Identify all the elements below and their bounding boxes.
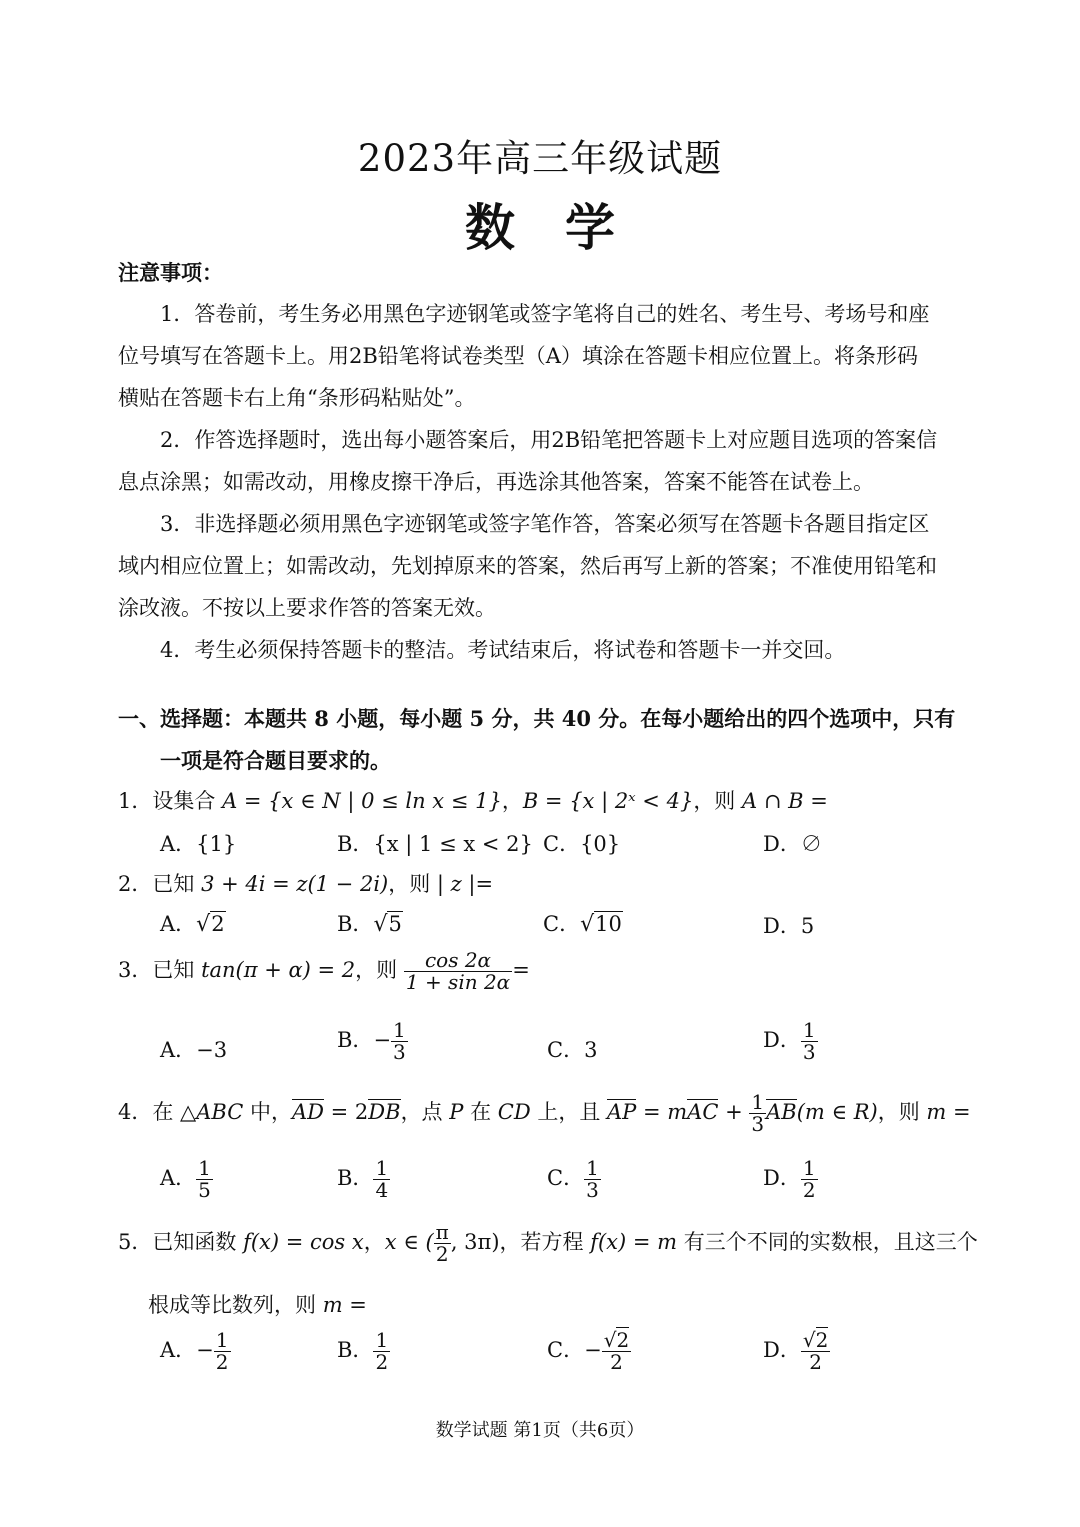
option-d: D．∅ [763,832,822,856]
option-d [763,1158,818,1201]
sqrt-sign: √ [196,912,211,937]
option-value: 5 [800,914,815,938]
fraction-denominator: 2 [802,1178,816,1202]
radicand: 2 [815,1328,829,1352]
option-label: B． [337,1166,374,1190]
option-value: 5 [388,912,402,936]
option-value: 3 [584,1038,598,1062]
sqrt-expression [580,912,623,937]
math-expression: | z |= [436,872,494,896]
sqrt-sign: √ [603,1328,617,1352]
math-expression: B = {x | 2ˣ < 4} [522,789,694,813]
option-a [160,908,226,938]
fraction [602,1330,631,1373]
question-text: 上，且 [530,1100,608,1124]
option-label: B． [337,1028,374,1052]
option-c [547,1158,601,1201]
sqrt-sign: √ [580,912,595,937]
fraction-numerator [602,1330,631,1352]
vector: AC [687,1100,719,1124]
math-expression: = 2 [323,1100,369,1124]
fraction-denominator: 2 [375,1350,389,1374]
option-b [337,1158,390,1201]
question-text: ，则 [388,872,437,896]
question-text: ， [363,1230,385,1254]
vector: AP [607,1100,637,1124]
notice-line: 3．非选择题必须用黑色字迹钢笔或签字笔作答，答案必须写在答题卡各题目指定区 [160,512,930,536]
section-heading: 一、选择题：本题共 8 小题，每小题 5 分，共 40 分。在每小题给出的四个选项中，只有 [118,706,956,731]
option-c: C．{0} [543,832,621,856]
option-c [547,1034,597,1064]
fraction-numerator: 1 [393,1018,406,1042]
notice-line: 域内相应位置上；如需改动，先划掉原来的答案，然后再写上新的答案；不准使用铅笔和 [118,554,937,578]
notice-line: 息点涂黑；如需改动，用橡皮擦干净后，再选涂其他答案，答案不能答在试卷上。 [118,470,874,494]
math-expression: , 3π) [450,1230,500,1254]
question-3 [118,950,530,993]
option-label: B． [337,1338,374,1362]
plus-sign: + [718,1100,750,1124]
fraction-denominator: 4 [375,1178,389,1202]
question-text: 中， [243,1100,292,1124]
vector: AD [291,1100,324,1124]
question-text: 已知 [152,958,202,982]
option-d [763,1330,830,1373]
fraction [801,1158,818,1201]
math-expression: = m [636,1100,688,1124]
exam-title: 2023年高三年级试题 [357,137,723,180]
fraction-denominator: 3 [586,1178,599,1202]
option-label: D． [763,1166,801,1190]
option-c [543,908,623,938]
math-expression: m = [926,1100,971,1124]
notice-line: 1．答卷前，考生务必用黑色字迹钢笔或签字笔将自己的姓名、考生号、考场号和座 [160,302,930,326]
fraction [434,1222,451,1265]
option-a [160,1330,231,1373]
question-number: 2． [118,872,153,896]
question-text: 已知 [152,872,202,896]
option-value: −3 [196,1038,228,1062]
sqrt-sign: √ [373,912,388,937]
math-expression: CD [497,1100,531,1124]
question-text: ， [501,789,523,813]
question-number: 4． [118,1100,153,1124]
fraction-denominator: 2 [809,1350,822,1374]
option-d [763,1020,818,1063]
option-label: C． [543,912,581,936]
question-number: 5． [118,1230,153,1254]
fraction-denominator: 2 [215,1350,229,1374]
question-text: 已知函数 [152,1230,244,1254]
page-footer: 数学试题 第1页（共6页） [435,1420,645,1441]
question-1 [118,785,828,815]
option-a [160,1034,227,1064]
option-d [763,910,814,940]
question-number: 3． [118,958,153,982]
question-text: 在 △ [152,1100,197,1124]
subject-title: 数 学 [465,198,615,257]
fraction [196,1158,213,1201]
question-text: 根成等比数列，则 [148,1293,323,1317]
math-expression: f(x) = m [590,1230,678,1254]
fraction-denominator: 1 + sin 2α [405,970,511,994]
fraction-numerator: 1 [375,1156,389,1180]
fraction [584,1158,601,1201]
fraction-numerator [801,1330,830,1352]
option-a: A．{1} [160,832,237,856]
fraction [373,1330,390,1373]
option-a [160,1158,213,1201]
option-label: A． [160,912,197,936]
minus-sign: − [196,1338,214,1362]
option-value: 10 [595,912,622,936]
fraction-numerator: 1 [751,1090,765,1114]
fraction-denominator: 2 [610,1350,623,1374]
option-c [547,1330,631,1373]
math-expression: (m ∈ R) [796,1100,878,1124]
option-label: A． [160,1038,197,1062]
notice-line: 横贴在答题卡右上角“条形码粘贴处”。 [118,386,476,410]
notice-heading: 注意事项： [118,260,223,285]
option-label: C． [547,1038,585,1062]
question-text: ，则 [877,1100,927,1124]
radicand: 2 [616,1328,630,1352]
fraction-numerator: cos 2α [404,950,512,972]
fraction-numerator: 1 [375,1328,389,1352]
question-text: ，则 [355,958,404,982]
fraction-denominator: 3 [802,1040,816,1064]
fraction [801,1330,830,1373]
option-b [337,1330,390,1373]
fraction [373,1158,390,1201]
fraction-numerator: 1 [586,1156,599,1180]
notice-line: 4．考生必须保持答题卡的整洁。考试结束后，将试卷和答题卡一并交回。 [160,638,846,662]
option-label: C． [547,1166,585,1190]
option-b: B．{x | 1 ≤ x < 2} [337,832,533,856]
fraction-numerator: 1 [198,1156,211,1180]
fraction-denominator: 3 [393,1040,406,1064]
notice-line: 2．作答选择题时，选出每小题答案后，用2B铅笔把答题卡上对应题目选项的答案信 [160,428,938,452]
math-expression: tan(π + α) = 2 [201,958,356,982]
question-text: 设集合 [152,789,223,813]
math-expression: A ∩ B = [742,789,828,813]
section-heading: 一项是符合题目要求的。 [160,748,391,773]
fraction-numerator: 1 [802,1018,816,1042]
question-2 [118,868,493,898]
math-expression: x ∈ ( [384,1230,434,1254]
fraction-denominator: 2 [435,1242,449,1266]
question-5 [118,1222,978,1265]
math-expression: 3 + 4i = z(1 − 2i) [201,872,389,896]
question-number: 1． [118,789,153,813]
option-b [337,1020,408,1063]
math-expression: ABC [196,1100,244,1124]
fraction-numerator: 1 [215,1328,229,1352]
question-4 [118,1092,971,1135]
minus-sign: − [584,1338,602,1362]
question-5-continuation [148,1289,367,1319]
option-label: A． [160,1338,197,1362]
option-label: A． [160,1166,197,1190]
sqrt-expression [196,912,225,937]
math-expression: P [449,1100,464,1124]
math-expression: f(x) = cos x [243,1230,364,1254]
vector: DB [368,1100,401,1124]
question-text: ，则 [693,789,742,813]
equals-sign: = [512,958,530,982]
option-b [337,908,403,938]
option-label: D． [763,1028,801,1052]
notice-line: 涂改液。不按以上要求作答的答案无效。 [118,596,496,620]
math-expression: A = {x ∈ N | 0 ≤ ln x ≤ 1} [222,789,502,813]
notice-line: 位号填写在答题卡上。用2B铅笔将试卷类型（A）填涂在答题卡相应位置上。将条形码 [118,344,918,368]
sqrt-sign: √ [802,1328,816,1352]
fraction-denominator: 5 [198,1178,211,1202]
fraction [749,1092,766,1135]
vector: AB [766,1100,797,1124]
fraction [801,1020,818,1063]
question-text: 在 [463,1100,498,1124]
option-label: C． [547,1338,585,1362]
fraction-numerator: π [435,1220,449,1244]
option-label: D． [763,914,801,938]
question-text: ，点 [400,1100,450,1124]
fraction [214,1330,231,1373]
option-label: B． [337,912,374,936]
question-text: 有三个不同的实数根，且这三个 [677,1230,978,1254]
fraction [404,950,512,993]
option-value: 2 [211,912,225,936]
minus-sign: − [373,1028,392,1052]
sqrt-expression [373,912,402,937]
option-label: D． [763,1338,801,1362]
math-expression: m = [322,1293,367,1317]
fraction-numerator: 1 [802,1156,816,1180]
fraction [391,1020,408,1063]
question-text: ，若方程 [499,1230,591,1254]
fraction-denominator: 3 [751,1112,765,1136]
